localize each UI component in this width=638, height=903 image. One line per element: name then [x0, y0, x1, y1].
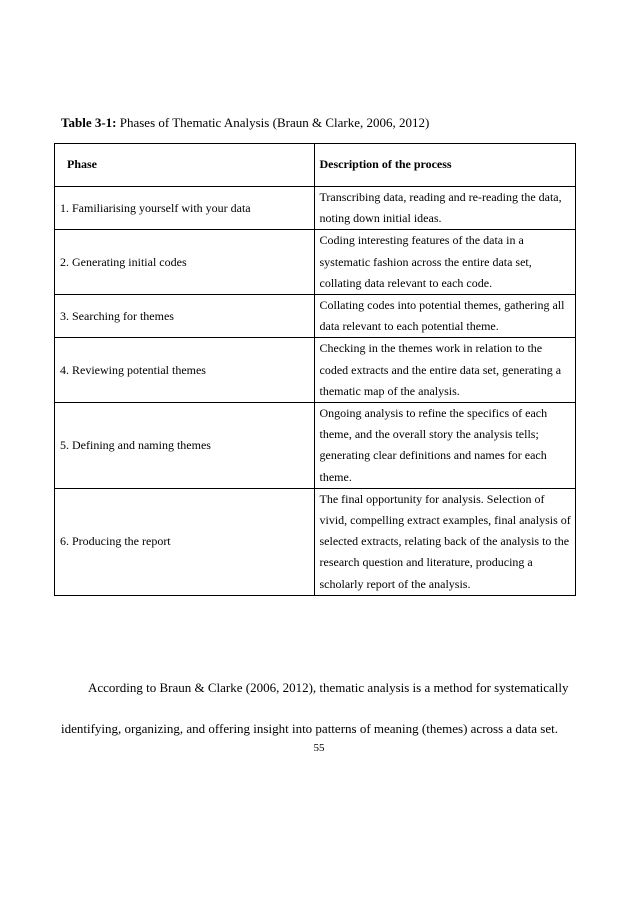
table-caption [61, 115, 429, 131]
phase-cell: 4. Reviewing potential themes [55, 338, 315, 403]
description-cell: Collating codes into potential themes, gathering all data relevant to each potential theme. [314, 295, 576, 338]
table-caption-title: Phases of Thematic Analysis [119, 115, 270, 130]
table-row [55, 187, 576, 230]
description-cell: The final opportunity for analysis. Selection of vivid, compelling extract examples, final analysis of selected extracts, relating back of the analysis to the research question and literature, producing a scholarly report of the analysis. [314, 488, 576, 595]
table-caption-label: Table 3-1: [61, 115, 117, 130]
table-caption-citation: (Braun & Clarke, 2006, 2012) [272, 115, 430, 130]
thematic-analysis-table [54, 143, 576, 596]
phase-cell: 5. Defining and naming themes [55, 403, 315, 489]
header-phase: Phase [55, 144, 315, 187]
page-number: 55 [313, 742, 325, 754]
body-paragraph-line-2: identifying, organizing, and offering insight into patterns of meaning (themes) across a data set. [61, 721, 559, 736]
description-cell: Coding interesting features of the data in a systematic fashion across the entire data set, collating data relevant to each code. [314, 230, 576, 295]
description-cell: Checking in the themes work in relation to the coded extracts and the entire data set, generating a thematic map of the analysis. [314, 338, 576, 403]
phase-cell: 2. Generating initial codes [55, 230, 315, 295]
description-cell: Ongoing analysis to refine the specifics of each theme, and the overall story the analysis tells; generating clear definitions and names for each theme. [314, 403, 576, 489]
table-row [55, 338, 576, 403]
body-paragraph-line-1: According to Braun & Clarke (2006, 2012), thematic analysis is a method for systematically [88, 680, 569, 695]
header-description: Description of the process [314, 144, 576, 187]
table-row [55, 230, 576, 295]
table-row [55, 488, 576, 595]
description-cell: Transcribing data, reading and re-reading the data, noting down initial ideas. [314, 187, 576, 230]
table-header-row [55, 144, 576, 187]
phase-cell: 6. Producing the report [55, 488, 315, 595]
table-row [55, 295, 576, 338]
phase-cell: 1. Familiarising yourself with your data [55, 187, 315, 230]
phase-cell: 3. Searching for themes [55, 295, 315, 338]
table-row [55, 403, 576, 489]
